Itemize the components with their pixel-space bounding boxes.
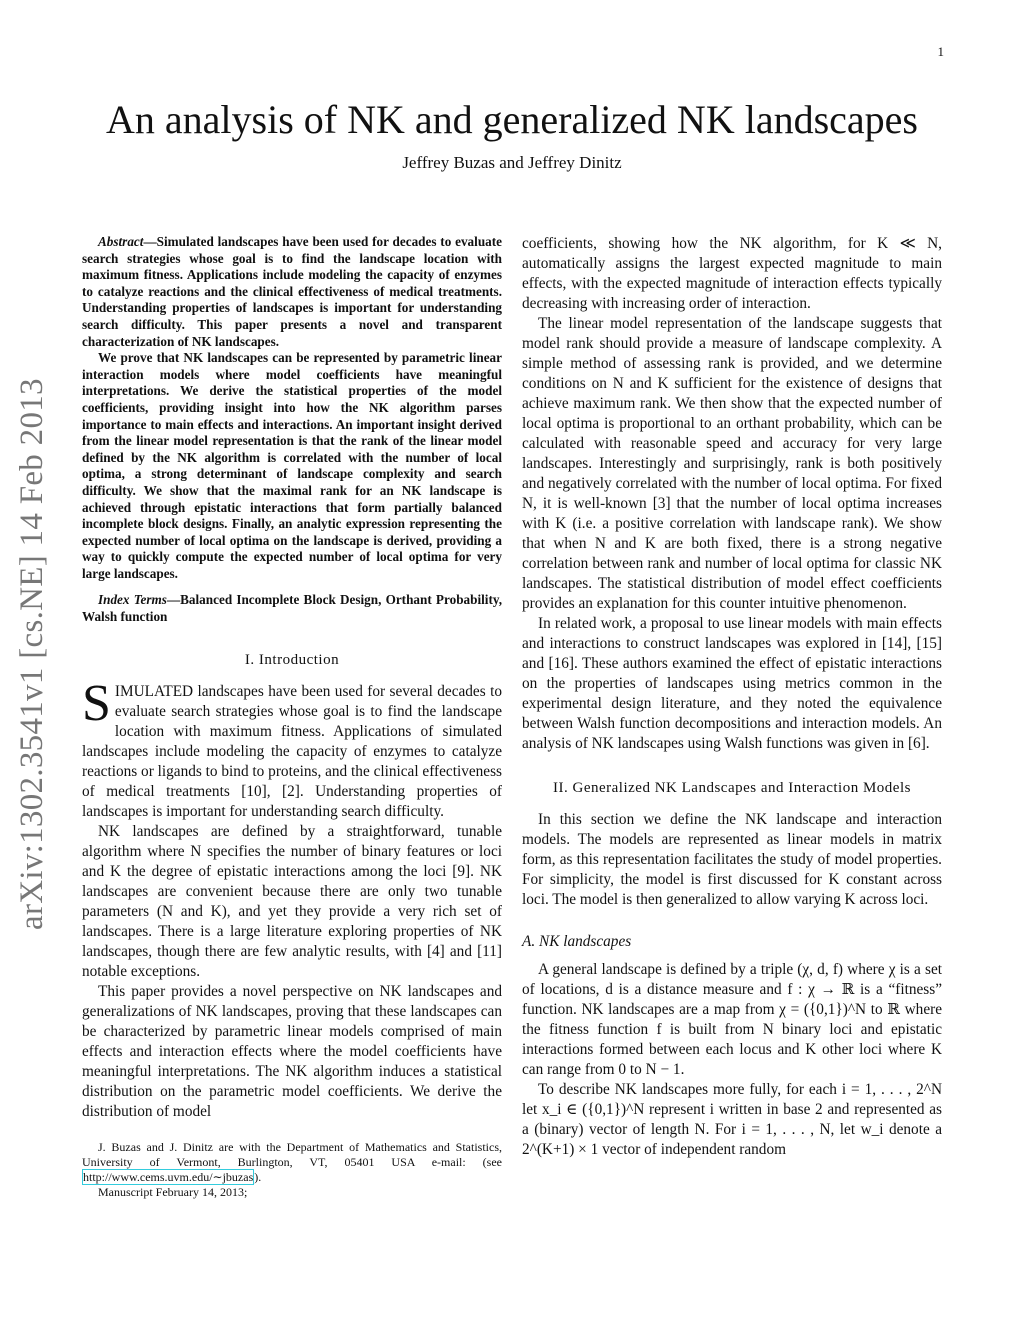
author-list: Jeffrey Buzas and Jeffrey Dinitz [402, 153, 622, 172]
drop-cap: S [82, 674, 111, 732]
section2-paragraph-1: In this section we define the NK landscape and interaction models. The models are represented as linear models in matrix form, as this representation facilitates the study of model properties. For simplicity, the model is first discussed for K constant across loci. The model is then generalized to allow varying K across loci. [522, 811, 942, 908]
section2-paragraph-3: To describe NK landscapes more fully, for each i = 1, . . . , 2^N let x_i ∈ ({0,1})^N represent i written in base 2 and represented as a (binary) vector of length N. For i = 1, . . . , N, let w_i denote a 2^(K+1) × 1 vector of independent random [522, 1081, 942, 1158]
intro-paragraph-1: IMULATED landscapes have been used for several decades to evaluate search strategies whose goal is to find the landscape location with maximum fitness. Applications of simulated landscapes include modeling the capacity of enzymes to catalyze reactions or ligands to bind to proteins, and the clinical effectiveness of medical treatments [10], [2]. Understanding properties of landscapes is important for understanding search difficulty. [82, 682, 502, 820]
intro-paragraph-3-continued: coefficients, showing how the NK algorithm, for K ≪ N, automatically assigns the largest expected magnitude to main effects, with the expected magnitude of interaction effects typically decreasing with increasing order of interaction. [522, 235, 942, 312]
paper-title: An analysis of NK and generalized NK landscapes [106, 97, 918, 142]
section-heading-introduction: I. Introduction [244, 651, 340, 668]
footnote-close: ). [254, 1169, 262, 1184]
subsection-heading-nk-landscapes: A. NK landscapes [522, 933, 632, 950]
index-terms-label: Index Terms [98, 592, 167, 608]
abstract-label: Abstract [98, 234, 144, 249]
author-homepage-link[interactable]: http://www.cems.uvm.edu/∼jbuzas [83, 1169, 254, 1184]
abstract-paragraph-2: We prove that NK landscapes can be represented by parametric linear interaction models where model coefficients have meaningful interpretations. We derive the statistical properties of the model coefficients, providing insight into how the NK algorithm parses importance to main effects and interactions. An important insight derived from the linear model representation is that the rank of the linear model defined by the NK algorithm is correlated with the number of local optima, a strong determinant of landscape complexity and search difficulty. We show that the maximal rank for an NK landscape is achieved through epistatic interactions that form partially balanced incomplete block designs. Finally, an analytic expression representing the expected number of local optima on the landscape is derived, providing a way to quickly compute the expected number of local optima for very large landscapes. [82, 350, 502, 581]
footnote [82, 1140, 502, 1200]
footnote-manuscript-date: Manuscript February 14, 2013; [98, 1184, 248, 1199]
abstract: Abstract—Simulated landscapes have been used for decades to evaluate search strategies whose goal is to find the landscape location with maximum fitness. Applications include modeling the capacity of enzymes to catalyze reactions and the clinical effectiveness of medical treatments. Understanding properties of landscapes is important for understanding search difficulty. This paper presents a novel and transparent characterization of NK landscapes. We prove that NK landscapes can be represented by parametric linear interaction models where model coefficients have meaningful interpretations. We derive the statistical properties of the model coefficients, providing insight into how the NK algorithm parses importance to main effects and interactions. An important insight derived from the linear model representation is that the rank of the linear model defined by the NK algorithm is correlated with the number of local optima, a strong determinant of landscape complexity and search difficulty. We show that the maximal rank for an NK landscape is achieved through epistatic interactions that form partially balanced incomplete block designs. Finally, an analytic expression representing the expected number of local optima on the landscape is derived, providing a way to quickly compute the expected number of local optima for very large landscapes. Index Terms—Balanced Incomplete Block Design, Orthant Probability, Walsh function [82, 234, 502, 625]
intro-paragraph-5: In related work, a proposal to use linear models with main effects and interactions to construct landscapes was explored in [14], [15] and [16]. These authors examined the effect of epistatic interactions on the properties of landscapes using metrics common in the experimental design literature, and they noted the equivalence between Walsh function decompositions and interaction models. An analysis of NK landscapes using Walsh functions was given in [6]. [522, 615, 942, 752]
abstract-paragraph-1: Simulated landscapes have been used for decades to evaluate search strategies whose goal is to find the landscape location with maximum fitness. Applications include modeling the capacity of enzymes to catalyze reactions and the clinical effectiveness of medical treatments. Understanding properties of landscapes is important for understanding search difficulty. This paper presents a novel and transparent characterization of NK landscapes. [82, 234, 502, 349]
intro-paragraph-2: NK landscapes are defined by a straightforward, tunable algorithm where N specifies the number of binary features or loci and K the degree of epistatic interactions among the loci [9]. NK landscapes are convenient because there are only two tunable parameters (N and K), and yet they provide a very rich set of landscapes. There is a large literature exploring properties of NK landscapes, though there are few analytic results, with [4] and [11] notable exceptions. [82, 822, 502, 980]
left-column [82, 234, 502, 1200]
right-column [522, 234, 942, 1160]
footnote-affiliation: J. Buzas and J. Dinitz are with the Department of Mathematics and Statistics, University of Vermont, Burlington, VT, 05401 USA e-mail: (see [82, 1139, 502, 1169]
intro-paragraph-4: The linear model representation of the landscape suggests that model rank should provide a measure of landscape complexity. A simple method of assessing rank is provided, and we determine conditions on N and K sufficient for the existence of designs that achieve maximum rank. We then show that the expected number of local optima is proportional to an orthant probability, which can be calculated with reasonable speed and accuracy for very large landscapes. Interestingly and surprisingly, rank is both positively and negatively correlated with the number of local optima. For fixed N, it is well-known [3] that the number of local optima increases with K (i.e. a positive correlation with landscape rank). We show that when N and K are both fixed, there is a strong negative correlation between rank and number of local optima for classic NK landscapes. The statistical distribution of model effect coefficients provides an explanation for this counter intuitive phenomenon. [522, 315, 942, 612]
section2-paragraph-2: A general landscape is defined by a triple (χ, d, f) where χ is a set of locations, d is a distance measure and f : χ → ℝ is a “fitness” function. NK landscapes are a map from χ = ({0,1})^N to ℝ where the fitness function f is built from N binary loci and epistatic interactions formed between each locus and K other loci where K can range from 0 to N − 1. [522, 961, 942, 1078]
page-number: 1 [937, 44, 944, 59]
arxiv-stamp: arXiv:1302.3541v1 [cs.NE] 14 Feb 2013 [14, 378, 50, 930]
section-heading-generalized-nk: II. Generalized NK Landscapes and Interaction Models [553, 780, 911, 796]
intro-paragraph-3: This paper provides a novel perspective on NK landscapes and generalizations of NK landscapes, proving that these landscapes can be characterized by parametric linear models comprised of main effects and interaction effects where the model coefficients have meaningful interpretations. The NK algorithm induces a statistical distribution on the parametric model coefficients. We derive the distribution of model [82, 982, 502, 1120]
index-terms-text: Balanced Incomplete Block Design, Orthant Probability, Walsh function [82, 592, 502, 625]
